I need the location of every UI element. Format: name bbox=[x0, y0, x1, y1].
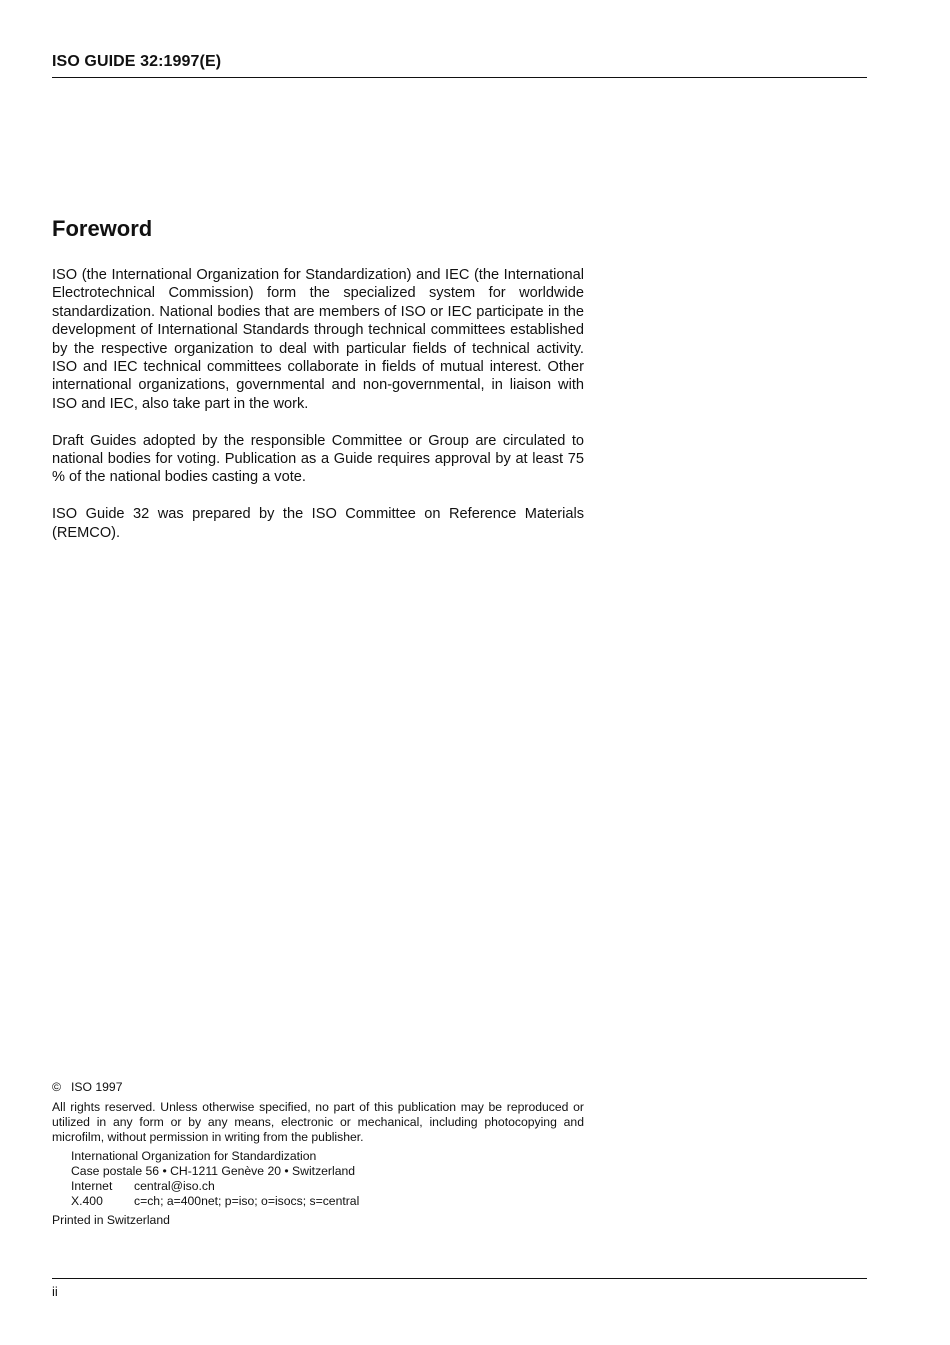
printed-in: Printed in Switzerland bbox=[52, 1213, 170, 1227]
foreword-paragraph: ISO (the International Organization for Standardization) and IEC (the International Electrotechnical Commission) form the specialized system for worldwide standardization. National bodies that are members of ISO or IEC participate in the development of International Standards through technical committees established by the respective organization to deal with particular fields of technical activity. ISO and IEC technical committees collaborate in fields of mutual interest. Other international organizations, governmental and non-governmental, in liaison with ISO and IEC, also take part in the work. bbox=[52, 267, 584, 412]
x400-row bbox=[71, 1194, 584, 1209]
footer-rule bbox=[52, 1278, 867, 1279]
document-header-title: ISO GUIDE 32:1997(E) bbox=[52, 53, 222, 70]
copyright-notice bbox=[52, 1080, 584, 1095]
header-rule bbox=[52, 77, 867, 78]
internet-label: Internet bbox=[71, 1179, 113, 1193]
x400-value: c=ch; a=400net; p=iso; o=isocs; s=central bbox=[134, 1194, 360, 1208]
foreword-heading: Foreword bbox=[52, 216, 153, 241]
foreword-paragraph: Draft Guides adopted by the responsible Committee or Group are circulated to national bodies for voting. Publication as a Guide requires approval by at least 75 % of the national bodies casting a vote. bbox=[52, 432, 584, 486]
publisher-address bbox=[52, 1149, 584, 1209]
internet-value: central@iso.ch bbox=[134, 1179, 215, 1193]
organization-name: International Organization for Standardization bbox=[71, 1149, 317, 1163]
copyright-owner: ISO 1997 bbox=[70, 1080, 123, 1094]
x400-label: X.400 bbox=[71, 1194, 103, 1208]
page-number: ii bbox=[52, 1284, 58, 1299]
copyright-block bbox=[52, 1080, 584, 1228]
copyright-symbol: © bbox=[52, 1080, 61, 1094]
foreword-body bbox=[52, 266, 584, 560]
postal-address: Case postale 56 • CH-1211 Genève 20 • Switzerland bbox=[71, 1164, 356, 1178]
internet-row bbox=[71, 1179, 584, 1194]
foreword-paragraph: ISO Guide 32 was prepared by the ISO Committee on Reference Materials (REMCO). bbox=[52, 506, 584, 541]
rights-statement: All rights reserved. Unless otherwise specified, no part of this publication may be reproduced or utilized in any form or by any means, electronic or mechanical, including photocopying and microfilm, without permission in writing from the publisher. bbox=[52, 1100, 584, 1144]
